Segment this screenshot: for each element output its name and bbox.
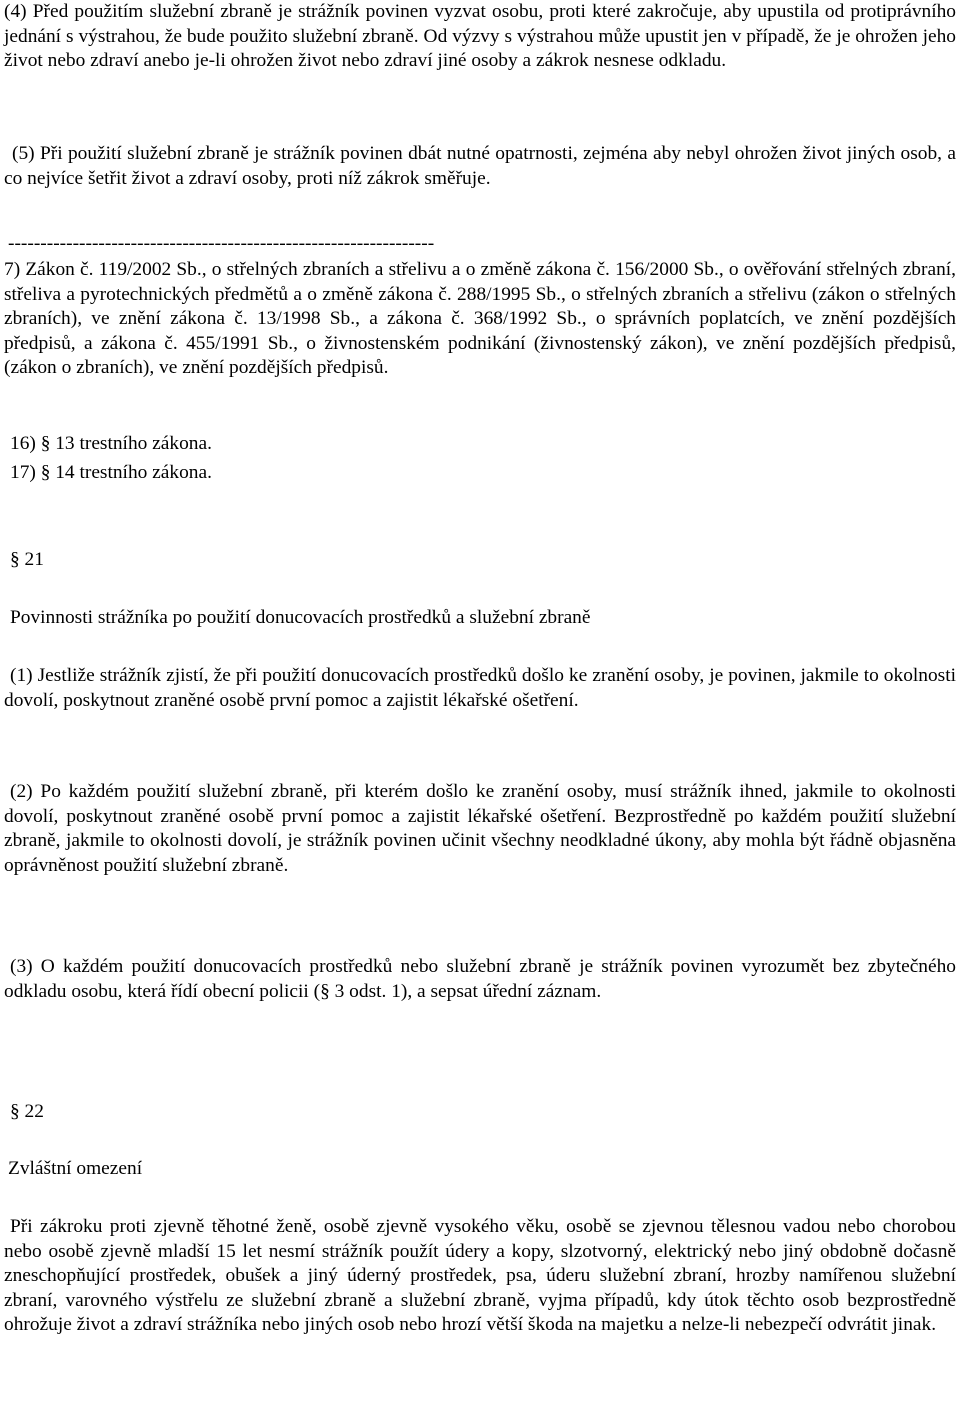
footnote-16 <box>10 432 960 457</box>
footnote-17 <box>10 461 960 486</box>
section-21-label: § 21 <box>10 549 44 570</box>
section-22-heading-text: Zvláštní omezení <box>8 1158 143 1179</box>
paragraph-4-text: (4) Před použitím služební zbraně je strážník povinen vyzvat osobu, proti které zakročuje, aby upustila od protiprávního jednání s výstrahou, že bude použito služební zbraně. Od výzvy s výstrahou může upustit jen v případě, že je ohrožen jeho život nebo zdraví anebo je-li ohrožen život nebo zdraví jiné osoby a zákrok nesnese odkladu. <box>4 1 956 72</box>
section-21-number <box>10 548 960 573</box>
section-22-paragraph <box>4 1215 956 1338</box>
footnote-7 <box>4 258 956 381</box>
section-21-paragraph-3 <box>4 955 956 1004</box>
section-22-heading <box>8 1157 960 1182</box>
section-21-paragraph-1-text: (1) Jestliže strážník zjistí, že při použití donucovacích prostředků došlo ke zranění osoby, je povinen, jakmile to okolnosti dovolí, poskytnout zraněné osobě první pomoc a zajistit lékařské ošetření. <box>4 665 956 711</box>
section-21-heading-text: Povinnosti strážníka po použití donucovacích prostředků a služební zbraně <box>10 607 591 628</box>
separator-line: ------------------------------------------------------------------ <box>8 233 435 254</box>
section-22-paragraph-text: Při zákroku proti zjevně těhotné ženě, osobě zjevně vysokého věku, osobě se zjevnou tělesnou vadou nebo chorobou nebo osobě zjevně mladší 15 let nesmí strážník použít údery a kopy, slzotvorný, elektrický nebo jiný obdobně dočasně zneschopňující prostředek, obušek a jiný úderný prostředek, psa, úderu služební zbraní, hrozby namířenou služební zbraní, varovného výstřelu ze služební zbraně a služební zbraně, vyjma případů, kdy útok těchto osob bezprostředně ohrožuje život a zdraví strážníka nebo jiných osob nebo hrozí větší škoda na majetku a nelze-li nebezpečí odvrátit jinak. <box>4 1216 956 1336</box>
footnote-17-text: 17) § 14 trestního zákona. <box>10 462 212 483</box>
section-21-paragraph-1 <box>4 664 956 713</box>
paragraph-4 <box>4 0 956 74</box>
section-21-paragraph-2 <box>4 780 956 878</box>
footnote-7-text: 7) Zákon č. 119/2002 Sb., o střelných zbraních a střelivu a o změně zákona č. 156/2000 Sb., o ověřování střelných zbraní, střeliva a pyrotechnických předmětů a o změně zákona č. 288/1995 Sb., o střelných zbraních a střelivu (zákon o střelných zbraních), ve znění zákona č. 13/1998 Sb., a zákona č. 368/1992 Sb., o správních poplatcích, ve znění pozdějších předpisů, a zákona č. 455/1991 Sb., o živnostenském podnikání (živnostenský zákon), ve znění pozdějších předpisů, (zákon o zbraních), ve znění pozdějších předpisů. <box>4 259 956 379</box>
footnote-separator <box>8 232 960 257</box>
section-21-paragraph-2-text: (2) Po každém použití služební zbraně, při kterém došlo ke zranění osoby, musí strážník ihned, jakmile to okolnosti dovolí, poskytnout zraněné osobě první pomoc a zajistit lékařské ošetření. Bezprostředně po každém použití služební zbraně, jakmile to okolnosti dovolí, je strážník povinen učinit všechny neodkladné úkony, aby mohla být řádně objasněna oprávněnost použití služební zbraně. <box>4 781 956 876</box>
paragraph-5-text: (5) Při použití služební zbraně je strážník povinen dbát nutné opatrnosti, zejména aby nebyl ohrožen život jiných osob, a co nejvíce šetřit život a zdraví osoby, proti níž zákrok směřuje. <box>4 143 956 189</box>
section-22-label: § 22 <box>10 1101 44 1122</box>
section-21-heading <box>10 606 960 631</box>
section-22-number <box>10 1100 960 1125</box>
section-21-paragraph-3-text: (3) O každém použití donucovacích prostředků nebo služební zbraně je strážník povinen vyrozumět bez zbytečného odkladu osobu, která řídí obecní policii (§ 3 odst. 1), a sepsat úřední záznam. <box>4 956 956 1002</box>
paragraph-5 <box>4 142 956 191</box>
footnote-16-text: 16) § 13 trestního zákona. <box>10 433 212 454</box>
